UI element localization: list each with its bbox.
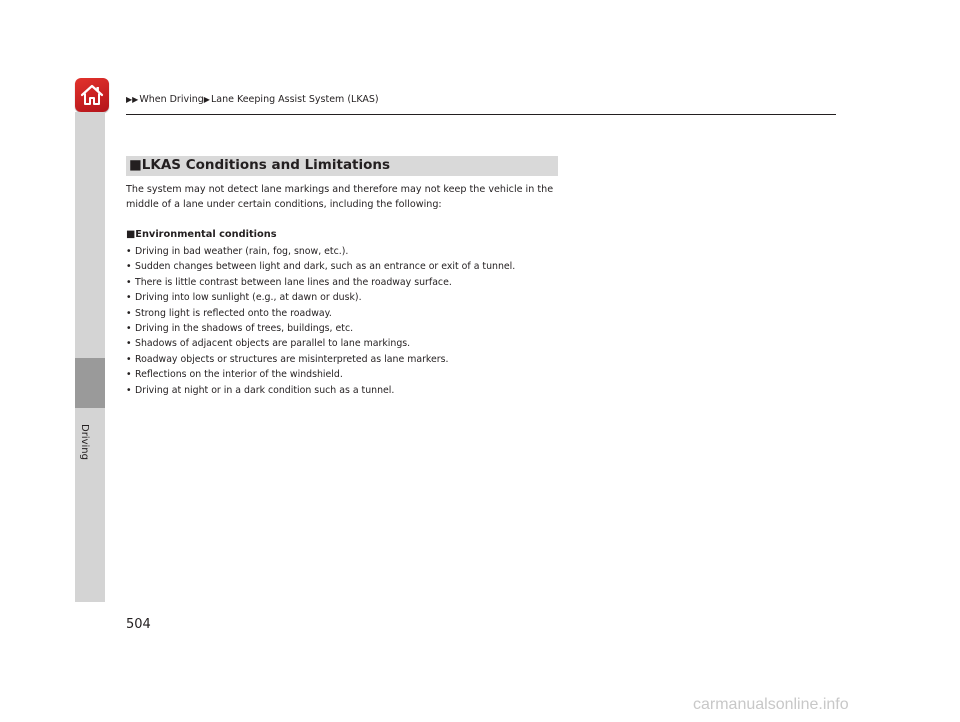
section-title-text: LKAS Conditions and Limitations	[141, 157, 391, 173]
list-item: • Reflections on the interior of the windshield.	[126, 367, 515, 382]
breadcrumb	[126, 94, 379, 105]
sub-heading	[126, 229, 277, 240]
list-item: • Driving in the shadows of trees, buildings, etc.	[126, 321, 515, 336]
breadcrumb-arrow-icon: ▶▶	[126, 95, 139, 104]
list-item: • There is little contrast between lane lines and the roadway surface.	[126, 275, 515, 290]
side-tab-driving[interactable]	[75, 358, 105, 408]
section-title	[129, 157, 390, 173]
page-number: 504	[126, 617, 151, 632]
home-icon	[79, 82, 105, 108]
breadcrumb-arrow-icon: ▶	[203, 95, 210, 104]
side-tab-background	[75, 112, 105, 358]
side-tab-label: Driving	[79, 424, 90, 460]
home-button[interactable]	[75, 78, 109, 112]
sub-heading-text: Environmental conditions	[135, 229, 277, 240]
header-divider	[126, 114, 836, 115]
conditions-list	[126, 244, 515, 398]
section-header	[126, 156, 558, 176]
list-item: • Shadows of adjacent objects are parallel to lane markings.	[126, 336, 515, 351]
list-item: • Driving at night or in a dark condition such as a tunnel.	[126, 383, 515, 398]
intro-paragraph: The system may not detect lane markings and therefore may not keep the vehicle in the middle of a lane under certain conditions, including the following:	[126, 184, 554, 210]
square-bullet-icon: ■	[129, 157, 142, 173]
breadcrumb-item-when-driving[interactable]: When Driving	[139, 94, 204, 105]
list-item: • Driving into low sunlight (e.g., at dawn or dusk).	[126, 290, 515, 305]
list-item: • Strong light is reflected onto the roadway.	[126, 306, 515, 321]
list-item: • Sudden changes between light and dark, such as an entrance or exit of a tunnel.	[126, 259, 515, 274]
square-bullet-icon: ■	[126, 229, 136, 240]
list-item: • Roadway objects or structures are misinterpreted as lane markers.	[126, 352, 515, 367]
breadcrumb-item-lkas[interactable]: Lane Keeping Assist System (LKAS)	[210, 94, 379, 105]
list-item: • Driving in bad weather (rain, fog, snow, etc.).	[126, 244, 515, 259]
watermark: carmanualsonline.info	[693, 696, 849, 713]
